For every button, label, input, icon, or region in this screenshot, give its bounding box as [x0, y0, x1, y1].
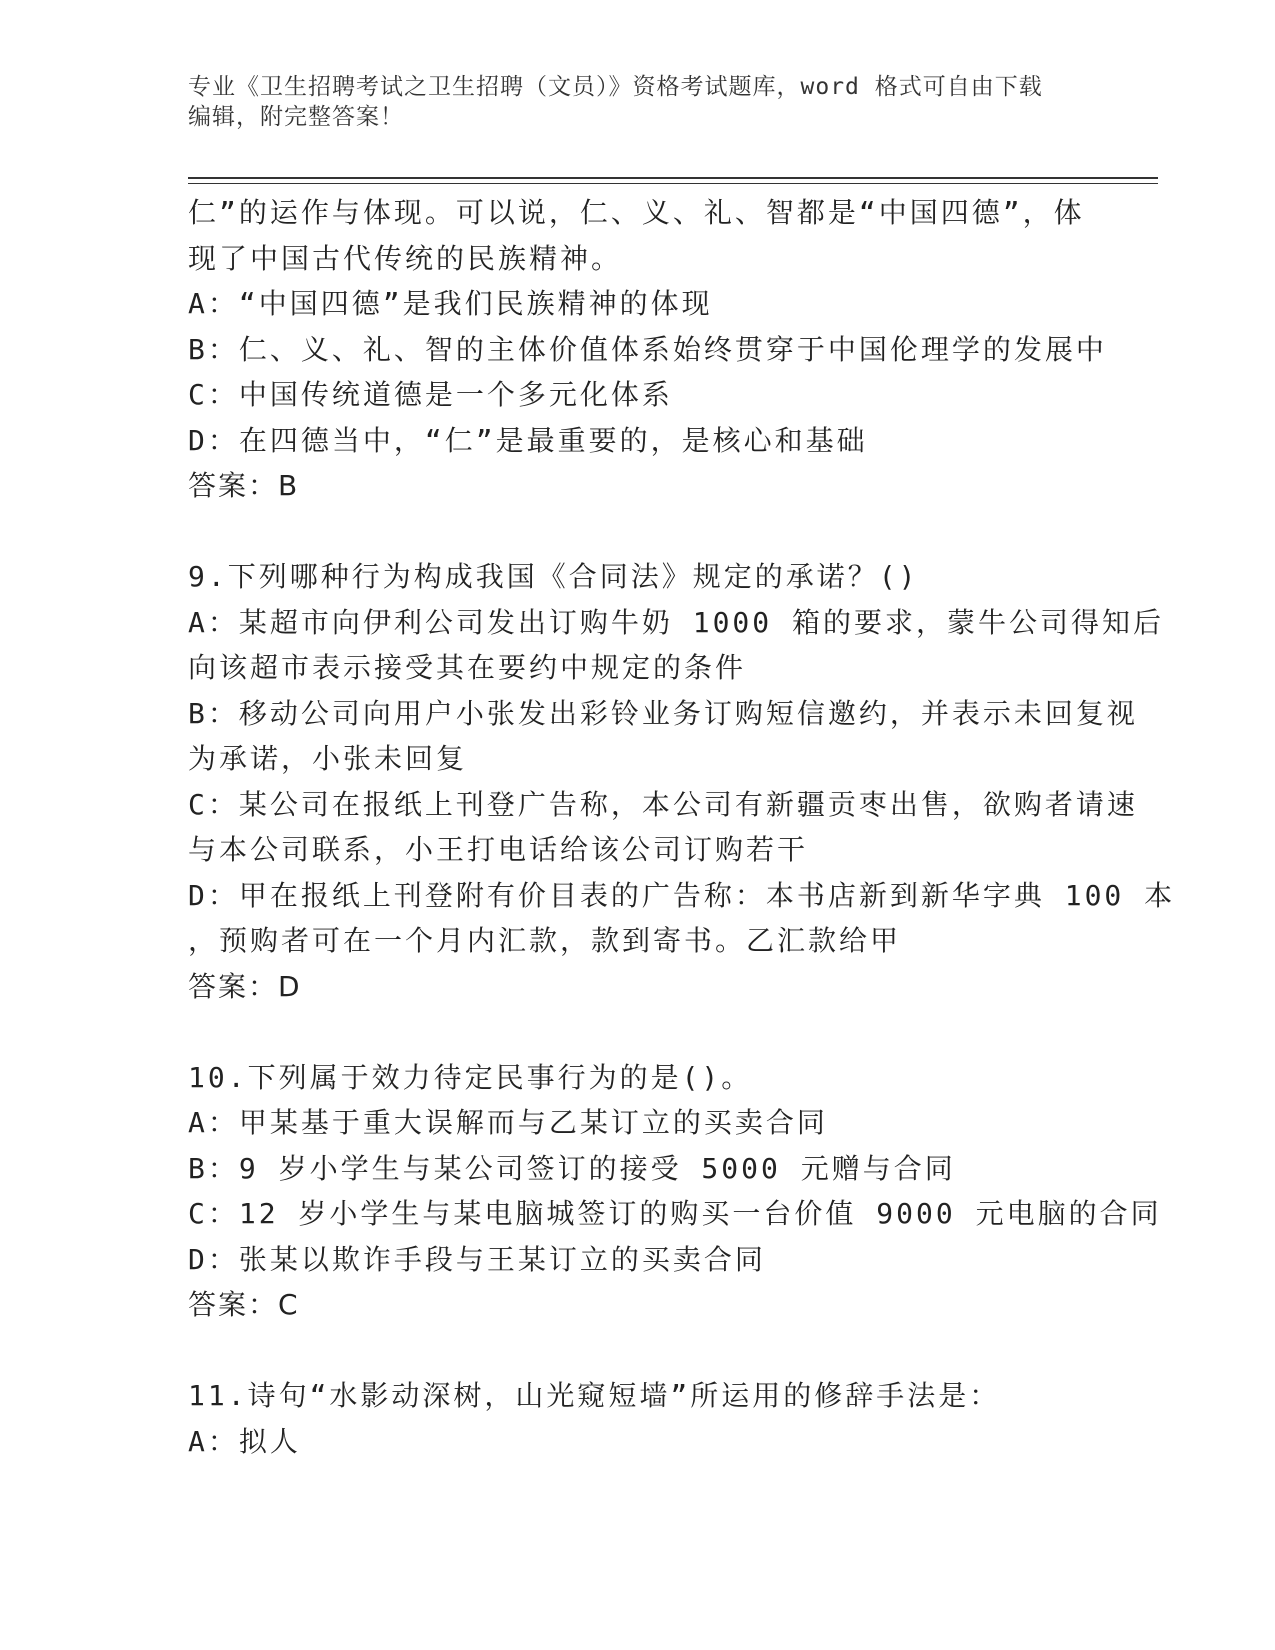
option-d-continued: ，预购者可在一个月内汇款，款到寄书。乙汇款给甲	[188, 924, 902, 957]
question-8-continuation: 现了中国古代传统的民族精神。	[188, 241, 623, 275]
option-d: D：甲在报纸上刊登附有价目表的广告称：本书店新到新华字典 100 本	[188, 878, 1176, 912]
option-a: A：“中国四德”是我们民族精神的体现	[188, 287, 713, 320]
question-11-block	[188, 1373, 1088, 1464]
option-d: D：张某以欺诈手段与王某订立的买卖合同	[188, 1242, 766, 1276]
question-8-continuation: 仁”的运作与体现。可以说，仁、义、礼、智都是“中国四德”，体	[188, 196, 1085, 229]
document-header	[188, 72, 1088, 132]
option-a-continued: 向该超市表示接受其在要约中规定的条件	[188, 651, 747, 684]
question-10-block	[188, 1055, 1162, 1328]
question-11-text: 11.诗句“水影动深树，山光窥短墙”所运用的修辞手法是：	[188, 1379, 1001, 1412]
header-rule-thick	[188, 177, 1158, 179]
option-b-continued: 为承诺，小张未回复	[188, 742, 468, 775]
question-9-block	[188, 554, 1176, 1009]
option-a: A：甲某基于重大误解而与乙某订立的买卖合同	[188, 1106, 828, 1139]
option-d: D：在四德当中，“仁”是最重要的，是核心和基础	[188, 423, 868, 457]
question-content	[188, 190, 1176, 1464]
option-b: B：移动公司向用户小张发出彩铃业务订购短信邀约，并表示未回复视	[188, 696, 1138, 730]
header-line-2: 编辑，附完整答案！	[188, 104, 404, 130]
option-c: C：12 岁小学生与某电脑城签订的购买一台价值 9000 元电脑的合同	[188, 1197, 1162, 1230]
option-b: B：9 岁小学生与某公司签订的接受 5000 元赠与合同	[188, 1151, 956, 1185]
header-rule-thin	[188, 183, 1158, 184]
option-a: A：拟人	[188, 1424, 301, 1458]
answer-label: 答案：C	[188, 1288, 300, 1321]
question-9-text: 9.下列哪种行为构成我国《合同法》规定的承诺？()	[188, 560, 919, 593]
option-c: C：某公司在报纸上刊登广告称，本公司有新疆贡枣出售，欲购者请速	[188, 787, 1138, 821]
option-c: C：中国传统道德是一个多元化体系	[188, 378, 673, 411]
question-8-block	[188, 190, 1107, 509]
option-a: A：某超市向伊利公司发出订购牛奶 1000 箱的要求，蒙牛公司得知后	[188, 605, 1165, 639]
header-line-1: 专业《卫生招聘考试之卫生招聘（文员）》资格考试题库，word 格式可自由下载	[188, 74, 1043, 100]
option-c-continued: 与本公司联系，小王打电话给该公司订购若干	[188, 833, 809, 866]
option-b: B：仁、义、礼、智的主体价值体系始终贯穿于中国伦理学的发展中	[188, 332, 1107, 366]
answer-label: 答案：B	[188, 469, 300, 502]
answer-label: 答案：D	[188, 969, 302, 1003]
question-10-text: 10.下列属于效力待定民事行为的是()。	[188, 1060, 753, 1094]
